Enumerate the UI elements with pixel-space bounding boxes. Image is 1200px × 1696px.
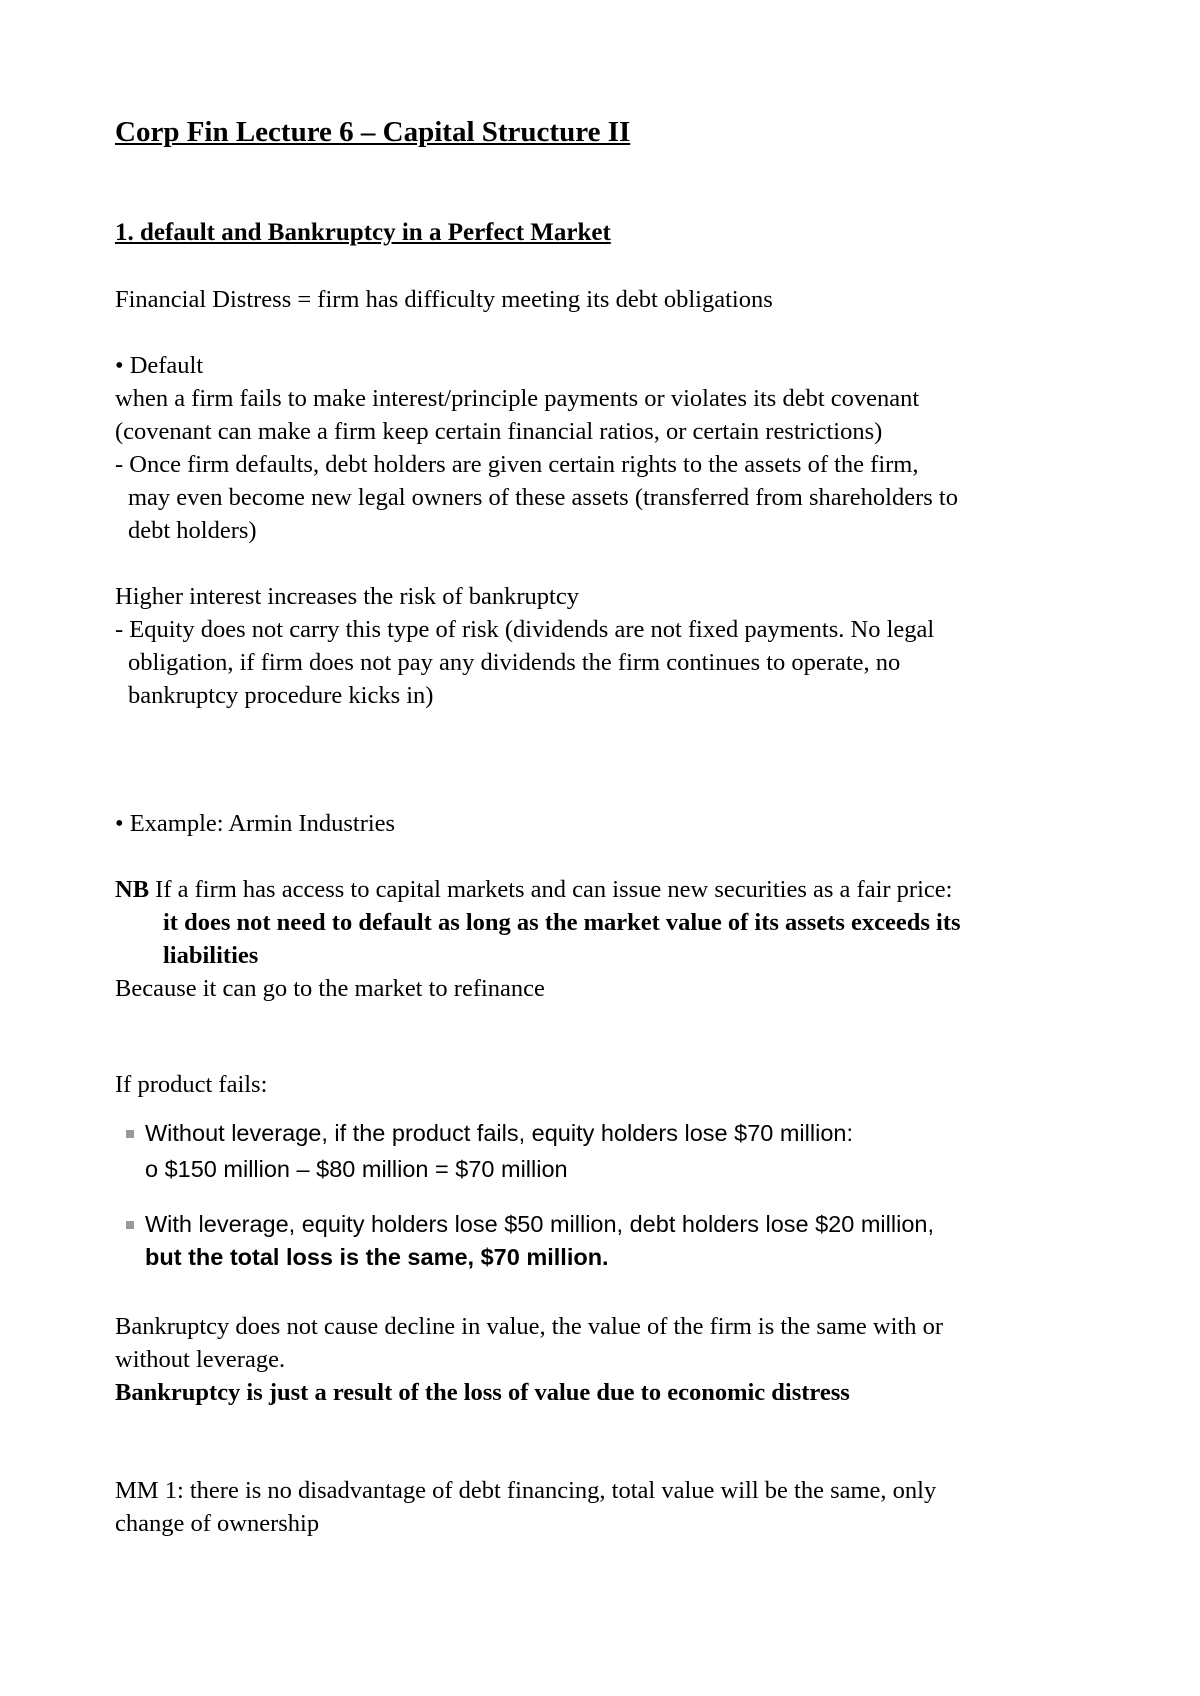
section-heading: 1. default and Bankruptcy in a Perfect Market	[115, 219, 611, 246]
equity-risk-line: bankruptcy procedure kicks in)	[128, 682, 434, 709]
once-defaults-line: debt holders)	[128, 517, 257, 544]
document-title: Corp Fin Lecture 6 – Capital Structure II	[115, 116, 631, 148]
once-defaults-line: - Once firm defaults, debt holders are given certain rights to the assets of the firm,	[115, 451, 919, 478]
refinance-line: Because it can go to the market to refinance	[115, 975, 545, 1002]
mm1-line: MM 1: there is no disadvantage of debt financing, total value will be the same, only	[115, 1477, 937, 1504]
financial-distress-definition: Financial Distress = firm has difficulty meeting its debt obligations	[115, 286, 773, 313]
once-defaults-line: may even become new legal owners of these assets (transferred from shareholders to	[128, 484, 958, 511]
bankruptcy-no-decline-line: without leverage.	[115, 1346, 286, 1373]
higher-interest-line: Higher interest increases the risk of bankruptcy	[115, 583, 579, 610]
nb-line	[115, 873, 952, 906]
without-leverage-line: Without leverage, if the product fails, equity holders lose $70 million:	[145, 1120, 853, 1146]
equity-risk-line: - Equity does not carry this type of risk (dividends are not fixed payments. No legal	[115, 616, 935, 643]
square-bullet-icon	[126, 1130, 134, 1138]
square-bullet-icon	[126, 1221, 134, 1229]
bankruptcy-no-decline-line: Bankruptcy does not cause decline in value, the value of the firm is the same with or	[115, 1313, 943, 1340]
bankruptcy-result-line: Bankruptcy is just a result of the loss of value due to economic distress	[115, 1379, 850, 1406]
example-bullet: • Example: Armin Industries	[115, 810, 396, 837]
total-loss-line: but the total loss is the same, $70 million.	[145, 1244, 609, 1270]
nb-label: NB	[115, 876, 150, 903]
mm1-line: change of ownership	[115, 1510, 320, 1537]
nb-bold-line: liabilities	[163, 942, 259, 969]
nb-bold-line: it does not need to default as long as the market value of its assets exceeds its	[163, 909, 961, 936]
default-bullet: • Default	[115, 352, 204, 379]
nb-text: If a firm has access to capital markets and can issue new securities as a fair price:	[149, 876, 953, 903]
with-leverage-line: With leverage, equity holders lose $50 million, debt holders lose $20 million,	[145, 1211, 934, 1237]
calculation-line: o $150 million – $80 million = $70 million	[145, 1156, 568, 1182]
product-fails-line: If product fails:	[115, 1071, 268, 1098]
equity-risk-line: obligation, if firm does not pay any dividends the firm continues to operate, no	[128, 649, 901, 676]
covenant-note: (covenant can make a firm keep certain financial ratios, or certain restrictions)	[115, 418, 883, 445]
default-definition: when a firm fails to make interest/principle payments or violates its debt covenant	[115, 385, 920, 412]
